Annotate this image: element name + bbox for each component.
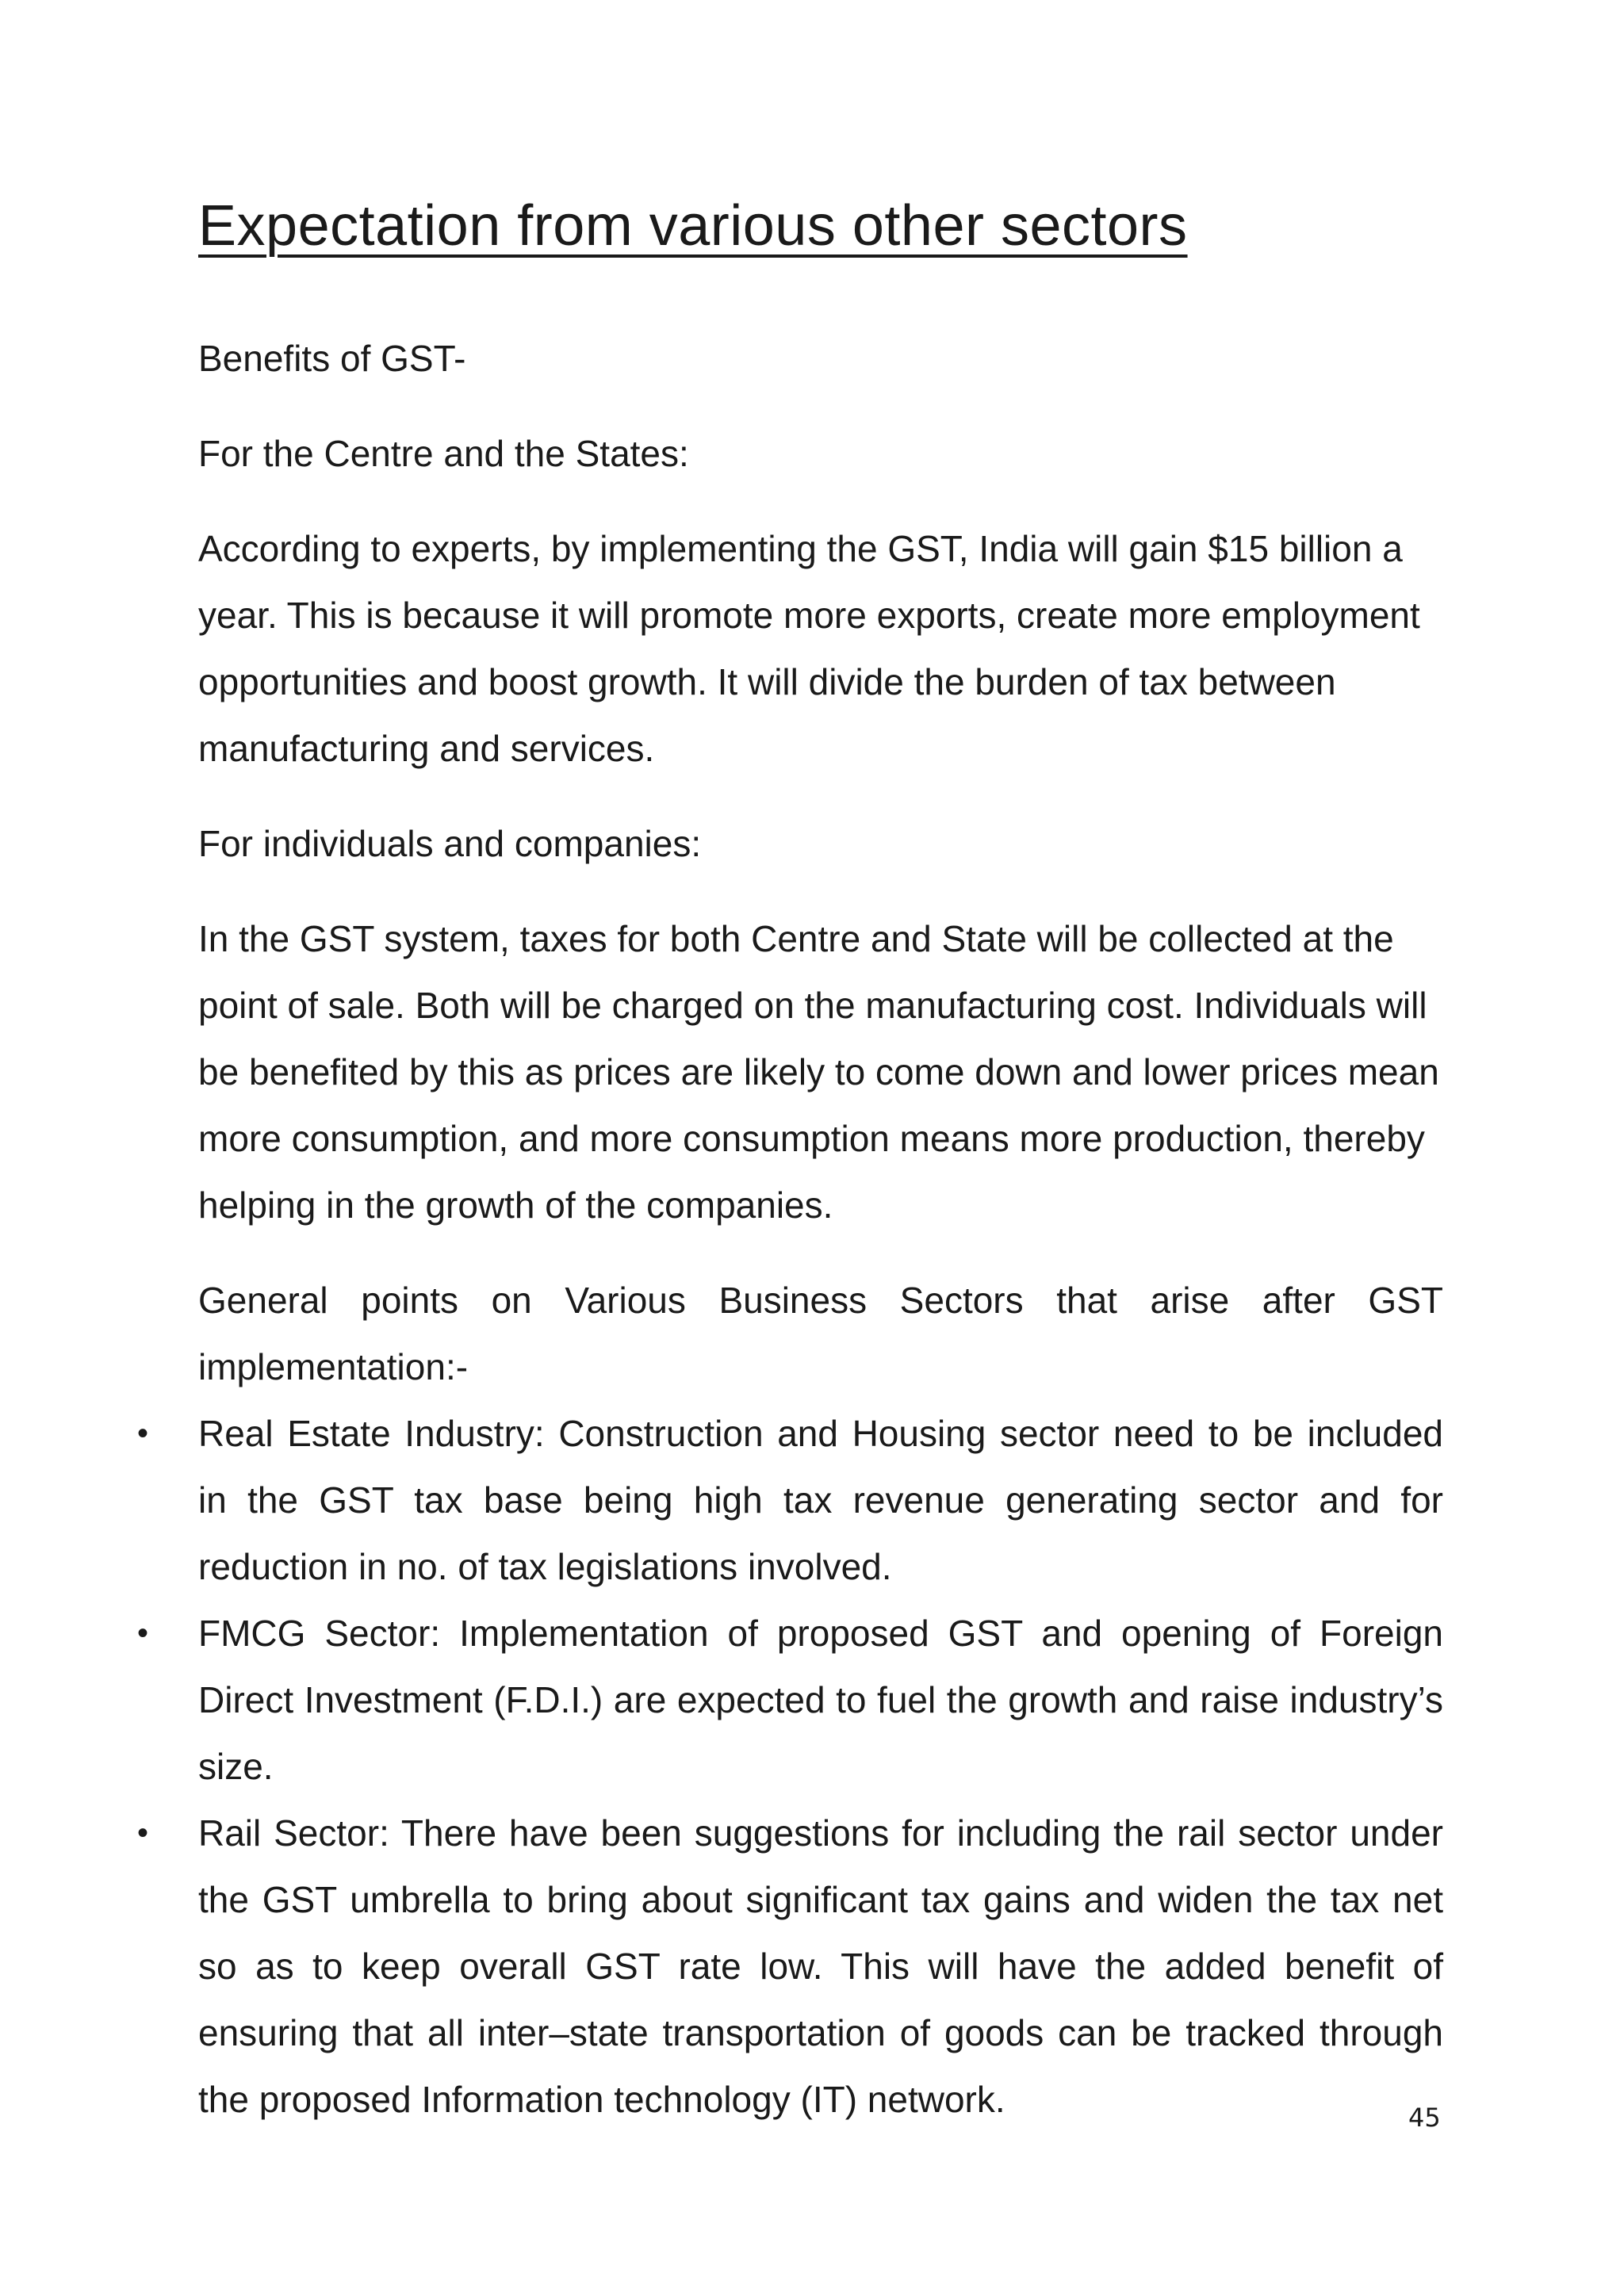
page-number: 45	[1408, 2103, 1441, 2133]
list-item-text: Rail Sector: There have been suggestions for including the rail sector under the GST umbrella to bring about significant tax gains and widen the tax net so as to keep overall GST rate low. This will have the added benefit of ensuring that all inter–state transportation of goods can be tracked through the proposed Information technology (IT) network.	[198, 1812, 1443, 2120]
list-item-rail	[136, 1800, 1443, 2133]
list-item-text: FMCG Sector: Implementation of proposed GST and opening of Foreign Direct Investment (F.D.I.) are expected to fuel the growth and raise industry’s size.	[198, 1613, 1443, 1787]
bullet-icon: •	[136, 1416, 148, 1451]
sector-list	[136, 1400, 1443, 2133]
bullet-icon: •	[136, 1616, 148, 1651]
page-title: Expectation from various other sectors	[198, 194, 1188, 258]
individuals-companies-heading: For individuals and companies:	[198, 823, 702, 864]
individuals-companies-paragraph: In the GST system, taxes for both Centre and State will be collected at the point of sale. Both will be charged on the manufacturing cost. Individuals will be benefited by this as prices are likely to come down and lower prices mean more consumption, and more consumption means more production, thereby helping in the growth of the companies.	[198, 918, 1439, 1226]
centre-states-paragraph: According to experts, by implementing the GST, India will gain $15 billion a year. This is because it will promote more exports, create more employment opportunities and boost growth. It will divide the burden of tax between manufacturing and services.	[198, 528, 1420, 769]
page-content	[136, 325, 1443, 2133]
list-item-text: Real Estate Industry: Construction and Housing sector need to be included in the GST tax base being high tax revenue generating sector and for reduction in no. of tax legislations involved.	[198, 1413, 1443, 1587]
list-item-real-estate	[136, 1400, 1443, 1600]
bullet-icon: •	[136, 1816, 148, 1850]
benefits-heading: Benefits of GST-	[198, 338, 466, 379]
list-item-fmcg	[136, 1600, 1443, 1800]
general-points-intro: General points on Various Business Sectors that arise after GST implementation:-	[198, 1280, 1443, 1387]
centre-states-heading: For the Centre and the States:	[198, 433, 689, 474]
